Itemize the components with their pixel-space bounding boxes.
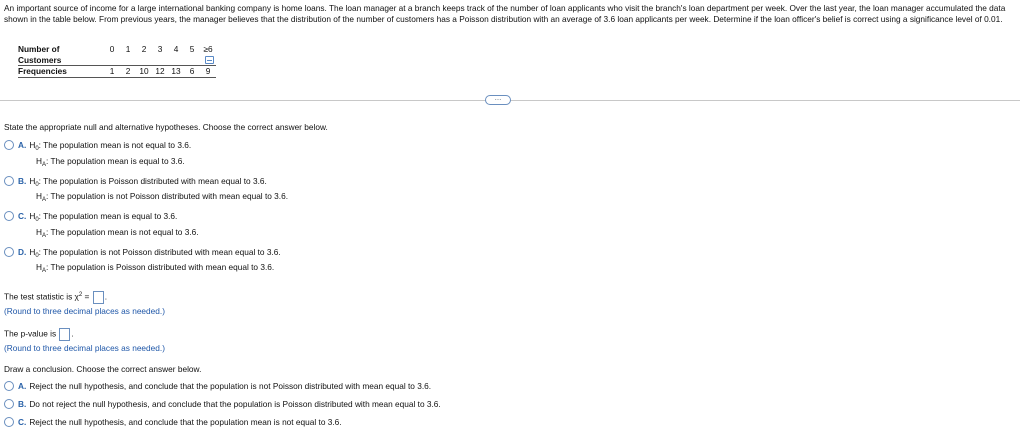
test-statistic-prompt: The test statistic is $\chi^2$ = . [4, 291, 107, 304]
table-cell: 1 [104, 66, 120, 78]
table-cell: 2 [136, 44, 152, 66]
table-cell: 6 [184, 66, 200, 78]
row-label-frequencies: Frequencies [18, 66, 104, 78]
table-row [18, 66, 216, 78]
table-cell: 12 [152, 66, 168, 78]
radio-button[interactable] [4, 381, 14, 391]
conclusion-prompt: Draw a conclusion. Choose the correct answer below. [4, 364, 202, 374]
p-value-prompt: The p-value is . [4, 328, 74, 341]
rounding-hint: (Round to three decimal places as needed.) [4, 306, 165, 316]
table-cell: 4 [168, 44, 184, 66]
hypothesis-alt-d: $H_A$: The population is Poisson distributed with mean equal to 3.6. [36, 262, 275, 274]
conclusion-option-c[interactable]: C. Reject the null hypothesis, and conclude that the population mean is not equal to 3.6. [4, 417, 342, 428]
expand-more-button[interactable]: … [485, 95, 511, 105]
table-cell: 13 [168, 66, 184, 78]
hypotheses-prompt: State the appropriate null and alternative hypotheses. Choose the correct answer below. [4, 122, 328, 132]
conclusion-option-a[interactable]: A. Reject the null hypothesis, and conclude that the population is not Poisson distributed with mean equal to 3.6. [4, 381, 431, 392]
table-row [18, 44, 216, 66]
table-cell: 2 [120, 66, 136, 78]
radio-button[interactable] [4, 247, 14, 257]
problem-statement: An important source of income for a large international banking company is home loans. The loan manager at a branch keeps track of the number of loan applicants who visit the branch's loan department per week. Over the last year, the loan manager accumulated the data shown in the table below. From previous years, the manager believes that the distribution of the number of customers has a Poisson distribution with an average of 3.6 loan applicants per week. Determine if the loan officer's belief is correct using a significance level of 0.01. [4, 3, 1006, 24]
radio-button[interactable] [4, 399, 14, 409]
hypothesis-alt-a: $H_A$: The population mean is equal to 3.6. [36, 156, 185, 168]
table-cell: 3 [152, 44, 168, 66]
row-label-customers: Number of Customers [18, 44, 104, 66]
table-cell: 1 [120, 44, 136, 66]
hypothesis-alt-b: $H_A$: The population is not Poisson distributed with mean equal to 3.6. [36, 191, 289, 203]
radio-button[interactable] [4, 140, 14, 150]
hypothesis-option-b[interactable]: B. $H_0$: The population is Poisson distributed with mean equal to 3.6. [4, 176, 267, 188]
table-cell: 5 [184, 44, 200, 66]
radio-button[interactable] [4, 417, 14, 427]
table-cell: 9 [200, 66, 216, 78]
radio-button[interactable] [4, 176, 14, 186]
hypothesis-option-a[interactable]: A. $H_0$: The population mean is not equal to 3.6. [4, 140, 191, 152]
rounding-hint: (Round to three decimal places as needed.) [4, 343, 165, 353]
hypothesis-alt-c: $H_A$: The population mean is not equal to 3.6. [36, 227, 199, 239]
frequency-table [18, 44, 216, 78]
table-cell: 0 [104, 44, 120, 66]
radio-button[interactable] [4, 211, 14, 221]
table-cell: ≥6 [200, 44, 216, 66]
popout-icon[interactable] [205, 56, 214, 64]
conclusion-option-b[interactable]: B. Do not reject the null hypothesis, and conclude that the population is Poisson distributed with mean equal to 3.6. [4, 399, 441, 410]
p-value-input[interactable] [59, 328, 70, 341]
table-cell: 10 [136, 66, 152, 78]
test-statistic-input[interactable] [93, 291, 104, 304]
hypothesis-option-d[interactable]: D. $H_0$: The population is not Poisson distributed with mean equal to 3.6. [4, 247, 281, 259]
hypothesis-option-c[interactable]: C. $H_0$: The population mean is equal to 3.6. [4, 211, 177, 223]
